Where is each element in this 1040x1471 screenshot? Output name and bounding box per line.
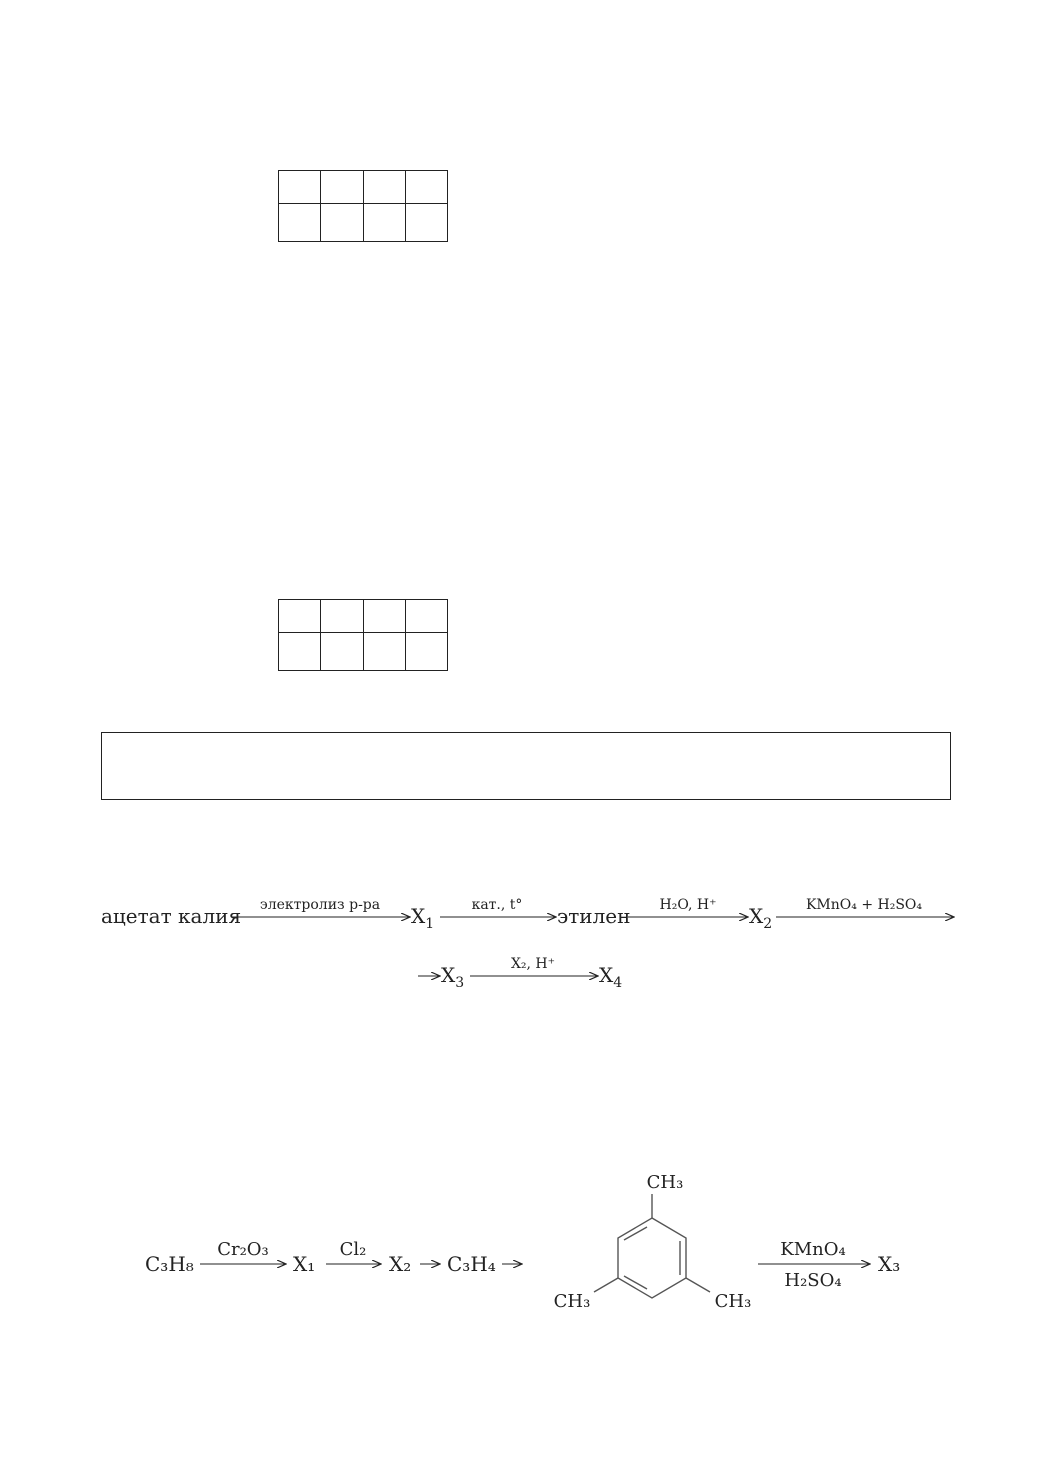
grid-cell[interactable] xyxy=(279,171,321,204)
grid-cell[interactable] xyxy=(279,204,321,242)
grid-cell[interactable] xyxy=(279,633,321,671)
methyl-top-label: CH₃ xyxy=(646,1172,684,1193)
reactant-potassium-acetate: ацетат калия xyxy=(101,904,242,928)
compound-x2: $X_2$ xyxy=(749,904,773,932)
reactant-propane: C₃H₈ xyxy=(145,1252,194,1276)
answer-box[interactable] xyxy=(101,732,951,800)
compound-x4: $X_4$ xyxy=(599,963,623,991)
grid-cell[interactable] xyxy=(321,633,363,671)
compound-ethylene: этилен xyxy=(557,904,631,928)
grid-cell[interactable] xyxy=(363,633,405,671)
arrow-label-electrolysis: электролиз р-ра xyxy=(259,897,381,913)
reaction-scheme-2 xyxy=(0,1160,1040,1350)
grid-cell[interactable] xyxy=(321,204,363,242)
grid-cell[interactable] xyxy=(363,204,405,242)
compound-x3: $X_3$ xyxy=(441,963,465,991)
compound-propyne: C₃H₄ xyxy=(447,1252,496,1276)
grid-cell[interactable] xyxy=(321,600,363,633)
arrow-label-esterification: X₂, H⁺ xyxy=(510,956,556,972)
arrow-label-cl2: Cl₂ xyxy=(339,1239,367,1260)
methyl-left-label: CH₃ xyxy=(553,1291,591,1312)
reaction-scheme-1 xyxy=(0,880,1040,1000)
grid-cell[interactable] xyxy=(321,171,363,204)
compound-x2: X₂ xyxy=(389,1252,412,1276)
grid-cell[interactable] xyxy=(405,633,447,671)
grid-cell[interactable] xyxy=(363,171,405,204)
arrow-label-cr2o3: Cr₂O₃ xyxy=(217,1239,269,1260)
answer-grid-1 xyxy=(278,170,448,242)
mesitylene-structure xyxy=(594,1194,710,1298)
arrow-label-hydration: H₂O, H⁺ xyxy=(659,897,717,913)
compound-x3: X₃ xyxy=(878,1252,901,1276)
arrow-label-oxidation: KMnO₄ + H₂SO₄ xyxy=(805,897,923,913)
arrow-label-h2so4: H₂SO₄ xyxy=(784,1270,842,1291)
methyl-right-label: CH₃ xyxy=(714,1291,752,1312)
grid-cell[interactable] xyxy=(405,171,447,204)
grid-cell[interactable] xyxy=(279,600,321,633)
compound-x1: $X_1$ xyxy=(411,904,435,932)
grid-cell[interactable] xyxy=(363,600,405,633)
answer-grid-2 xyxy=(278,599,448,671)
grid-cell[interactable] xyxy=(405,600,447,633)
compound-x1: X₁ xyxy=(293,1252,316,1276)
arrow-label-kmno4: KMnO₄ xyxy=(780,1239,846,1260)
grid-cell[interactable] xyxy=(405,204,447,242)
arrow-label-catalyst: кат., t° xyxy=(471,897,523,913)
